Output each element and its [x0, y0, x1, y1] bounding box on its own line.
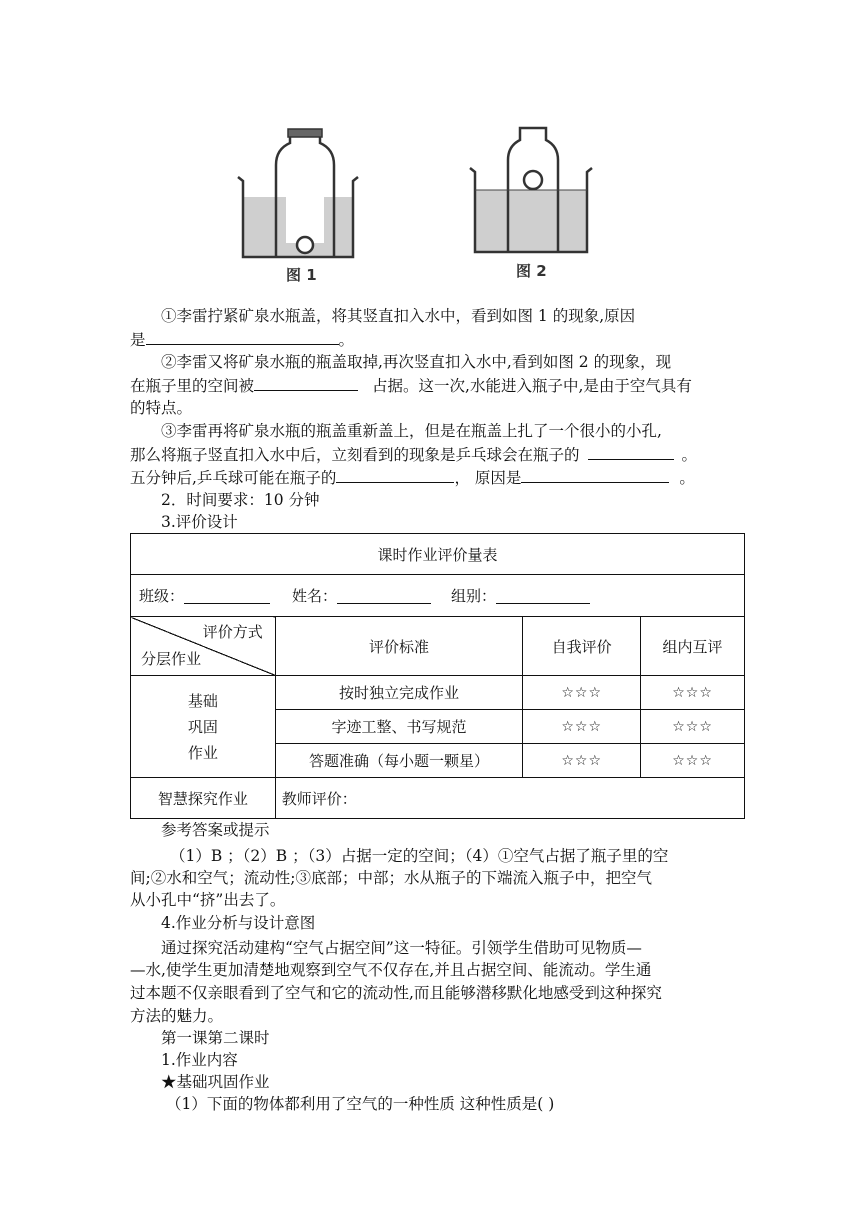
figure-1-label: 图 1	[286, 266, 317, 284]
answers-line3: 从小孔中“挤”出去了。	[130, 891, 286, 909]
table-row	[131, 676, 745, 710]
answers-line2: 间;②水和空气；流动性;③底部；中部；水从瓶子的下端流入瓶子中，把空气	[130, 869, 652, 887]
figure-2-inverted-bottle-uncapped	[462, 120, 602, 285]
group-rating-stars[interactable]: ☆☆☆	[641, 676, 745, 710]
q4-item1-line1: ①李雷拧紧矿泉水瓶盖，将其竖直扣入水中，看到如图 1 的现象,原因	[161, 307, 636, 325]
self-rating-stars[interactable]: ☆☆☆	[523, 676, 641, 710]
answer-blank[interactable]	[588, 443, 674, 460]
answer-blank[interactable]	[254, 374, 358, 391]
analysis-line2: —水,使学生更加清楚地观察到空气不仅存在,并且占据空间、能流动。学生通	[130, 961, 652, 979]
table-title: 课时作业评价量表	[131, 534, 745, 575]
section-time-requirement: 2．时间要求：10 分钟	[161, 491, 320, 509]
content-heading: 1.作业内容	[161, 1051, 238, 1069]
answer-blank[interactable]	[521, 466, 669, 483]
answer-blank[interactable]	[146, 328, 339, 345]
header-corner-cell	[131, 617, 276, 676]
standard-cell: 按时独立完成作业	[275, 676, 523, 710]
q4-item3-line1: ③李雷再将矿泉水瓶的瓶盖重新盖上，但是在瓶盖上扎了一个很小的小孔,	[161, 422, 662, 440]
basic-homework-heading: ★基础巩固作业	[161, 1073, 270, 1091]
teacher-evaluation-cell[interactable]: 教师评价：	[275, 778, 744, 819]
corner-bottom-label: 分层作业	[141, 650, 202, 668]
question-1: （1）下面的物体都利用了空气的一种性质 这种性质是( )	[166, 1095, 555, 1113]
q4-item2-line2: 在瓶子里的空间被 占据。这一次,水能进入瓶子中,是由于空气具有	[130, 374, 692, 397]
figure-2-label: 图 2	[516, 262, 547, 280]
standard-cell: 答题准确（每小题一颗星）	[275, 744, 523, 778]
analysis-line4: 方法的魅力。	[130, 1007, 224, 1025]
group-rating-stars[interactable]: ☆☆☆	[641, 710, 745, 744]
answer-blank[interactable]	[336, 466, 454, 483]
answers-heading: 参考答案或提示	[161, 821, 270, 839]
wisdom-homework-label: 智慧探究作业	[131, 778, 276, 819]
standard-cell: 字迹工整、书写规范	[275, 710, 523, 744]
analysis-line1: 通过探究活动建构“空气占据空间”这一特征。引领学生借助可见物质—	[161, 939, 642, 957]
section-analysis-heading: 4.作业分析与设计意图	[161, 914, 316, 932]
corner-top-label: 评价方式	[202, 623, 263, 641]
q4-item2-line1: ②李雷又将矿泉水瓶的瓶盖取掉,再次竖直扣入水中,看到如图 2 的现象，现	[161, 353, 672, 371]
col-header-self: 自我评价	[523, 617, 641, 676]
section-evaluation-design: 3.评价设计	[161, 513, 238, 531]
q4-item3-line3: 五分钟后,乒乓球可能在瓶子的 ， 原因是 。	[130, 466, 695, 489]
lesson-title: 第一课第二课时	[161, 1029, 270, 1047]
col-header-group: 组内互评	[641, 617, 745, 676]
group-field[interactable]	[496, 587, 590, 604]
q4-item1-line2: 是 。	[130, 328, 354, 351]
analysis-line3: 过本题不仅亲眼看到了空气和它的流动性,而且能够潜移默化地感受到这种探究	[130, 984, 662, 1002]
answers-line1: （1）B ；（2）B ；（3）占据一定的空间；（4）①空气占据了瓶子里的空	[170, 847, 669, 865]
col-header-standard: 评价标准	[275, 617, 523, 676]
figure-1-inverted-bottle-capped	[230, 125, 370, 285]
self-rating-stars[interactable]: ☆☆☆	[523, 710, 641, 744]
evaluation-table	[130, 533, 745, 819]
q4-item3-line2: 那么将瓶子竖直扣入水中后，立刻看到的现象是乒乓球会在瓶子的 。	[130, 443, 697, 466]
name-field[interactable]	[337, 587, 431, 604]
student-info-row: 班级： 姓名： 组别：	[131, 575, 745, 617]
class-field[interactable]	[184, 587, 270, 604]
self-rating-stars[interactable]: ☆☆☆	[523, 744, 641, 778]
q4-item2-line3: 的特点。	[130, 399, 193, 417]
basic-homework-label: 基础 巩固 作业	[131, 676, 276, 778]
group-rating-stars[interactable]: ☆☆☆	[641, 744, 745, 778]
